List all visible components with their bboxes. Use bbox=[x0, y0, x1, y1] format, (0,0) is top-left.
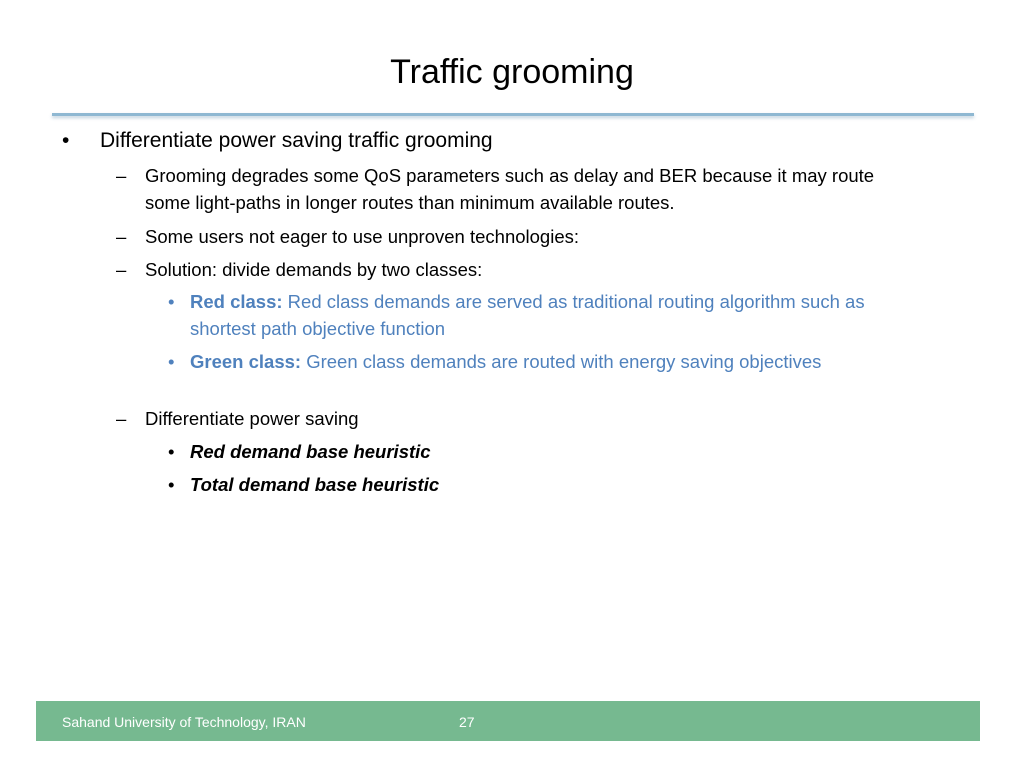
bullet-marker: • bbox=[168, 441, 175, 462]
dash-marker: – bbox=[116, 408, 127, 429]
class-item-text-line2: shortest path objective function bbox=[190, 318, 446, 339]
bullet-marker: • bbox=[168, 291, 175, 312]
class-description: Green class demands are routed with energy saving objectives bbox=[301, 351, 822, 372]
sub-item-text-line2: some light-paths in longer routes than minimum available routes. bbox=[145, 192, 675, 213]
footer-bar bbox=[36, 701, 980, 741]
title-divider bbox=[52, 113, 974, 116]
page-number: 27 bbox=[459, 714, 475, 730]
bullet-marker: • bbox=[168, 351, 175, 372]
class-label: Green class: bbox=[190, 351, 302, 372]
heuristic-text: Red demand base heuristic bbox=[190, 441, 431, 462]
slide-title: Traffic grooming bbox=[390, 53, 634, 91]
sub-item-text: Differentiate power saving bbox=[145, 408, 359, 429]
sub-item-text: Solution: divide demands by two classes: bbox=[145, 259, 483, 280]
class-label: Red class: bbox=[190, 291, 283, 312]
dash-marker: – bbox=[116, 226, 127, 247]
bullet-text: Differentiate power saving traffic grooming bbox=[100, 129, 493, 152]
sub-item-text-line1: Grooming degrades some QoS parameters such as delay and BER because it may route bbox=[145, 165, 875, 186]
footer-institution: Sahand University of Technology, IRAN bbox=[62, 714, 306, 730]
class-item-text-line1 bbox=[190, 288, 865, 315]
bullet-marker: • bbox=[62, 129, 70, 152]
dash-marker: – bbox=[116, 165, 127, 186]
dash-marker: – bbox=[116, 259, 127, 280]
sub-item-text: Some users not eager to use unproven technologies: bbox=[145, 226, 580, 247]
class-item-text bbox=[190, 348, 821, 375]
class-description: Red class demands are served as traditional routing algorithm such as bbox=[282, 291, 865, 312]
bullet-marker: • bbox=[168, 474, 175, 495]
heuristic-text: Total demand base heuristic bbox=[190, 474, 440, 495]
